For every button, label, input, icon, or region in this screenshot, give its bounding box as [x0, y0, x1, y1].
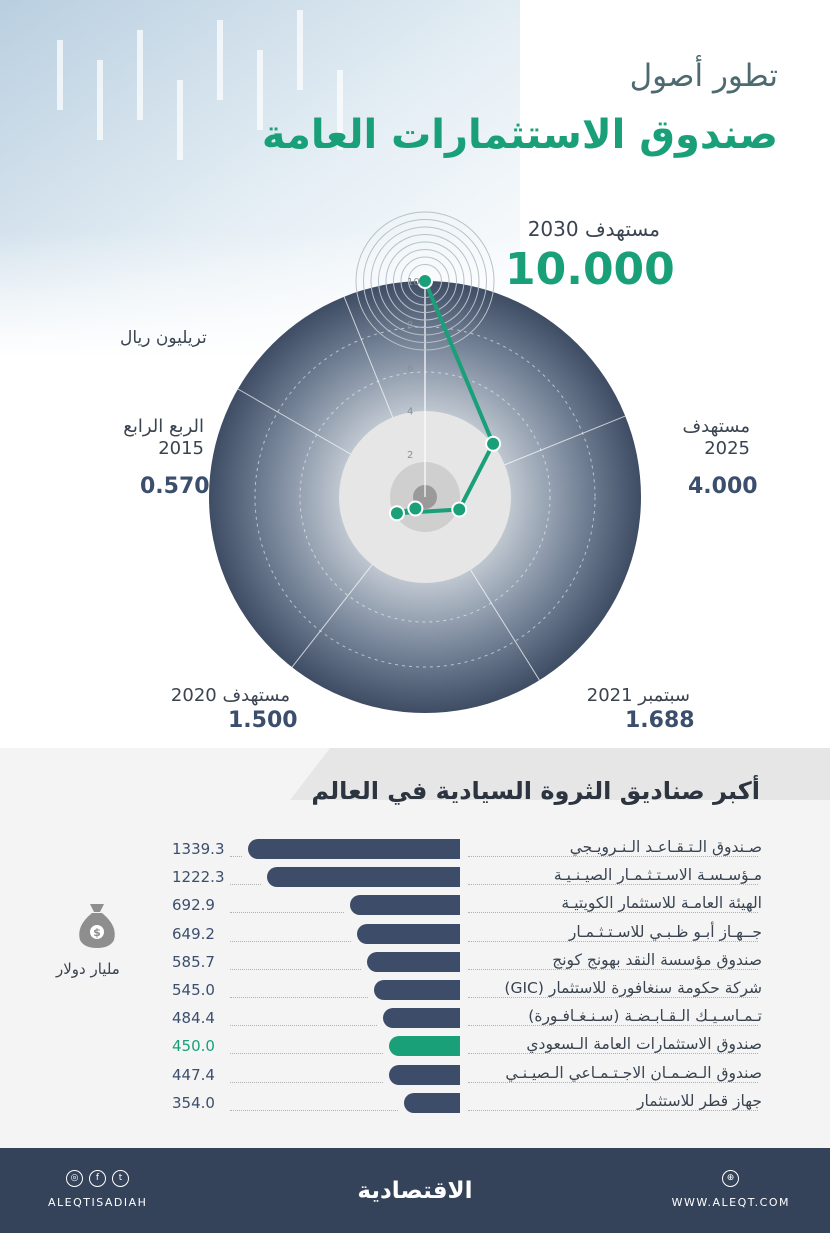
point-label-2025: مستهدف 2025 [682, 416, 750, 459]
point-label-2021: سبتمبر 2021 [586, 685, 690, 706]
point-value-2015: 0.570 [140, 474, 210, 499]
title-line-1: تطور أصول [629, 58, 778, 94]
radial-point-3 [486, 437, 500, 451]
bar-leader-right-5 [468, 997, 758, 998]
bar-label-4: صندوق مؤسسة النقد بهونج كونج [548, 951, 762, 969]
radial-tick-2: 2 [407, 449, 414, 461]
bar-value-0: 1339.3 [172, 840, 225, 858]
twitter-icon[interactable]: t [112, 1170, 129, 1187]
bar-value-9: 354.0 [172, 1093, 215, 1112]
bar-leader-left-2 [230, 912, 344, 913]
bar-leader-left-7 [230, 1053, 383, 1054]
radial-tick-6: 6 [407, 363, 414, 375]
bar-label-2: الهيئة العامـة للاستثمار الكويتيـة [557, 894, 762, 912]
bar-5 [374, 980, 460, 1000]
bar-leader-right-0 [468, 856, 758, 857]
bar-value-3: 649.2 [172, 924, 215, 943]
radial-tick-8: 8 [407, 320, 414, 332]
bar-leader-left-3 [230, 941, 351, 942]
point-value-2021: 1.688 [625, 708, 695, 733]
bar-value-8: 447.4 [172, 1065, 215, 1084]
sovereign-funds-section [0, 748, 830, 1148]
point-value-2025: 4.000 [688, 474, 758, 499]
bar-value-5: 545.0 [172, 981, 215, 999]
globe-icon: ⊕ [722, 1170, 739, 1187]
bar-label-0: صـندوق الـتـقـاعـد الـنـرويـجي [566, 838, 762, 856]
bar-leader-right-2 [468, 912, 758, 913]
bar-7 [389, 1036, 460, 1056]
bar-value-4: 585.7 [172, 952, 215, 971]
bar-0 [248, 839, 460, 859]
bar-6 [383, 1008, 460, 1028]
instagram-icon[interactable]: ◎ [66, 1170, 83, 1187]
bar-label-8: صندوق الـضـمـان الاجـتـمـاعي الـصيـنـي [501, 1064, 762, 1082]
point-value-2020: 1.500 [228, 708, 298, 733]
bar-value-6: 484.4 [172, 1009, 215, 1028]
bar-leader-left-6 [230, 1025, 377, 1026]
bar-leader-left-0 [230, 856, 242, 857]
radial-point-0 [408, 501, 422, 515]
svg-text:$: $ [93, 926, 101, 939]
point-value-2030: 10.000 [505, 244, 675, 295]
radial-tick-10: 10 [407, 277, 420, 288]
bar-chart-title: أكبر صناديق الثروة السيادية في العالم [311, 777, 760, 805]
bar-leader-left-8 [230, 1082, 383, 1083]
website-link[interactable]: WWW.ALEQT.COM [671, 1196, 790, 1209]
bar-label-6: تـمـاسـيـك الـقـابـضـة (سـنـغـافـورة) [524, 1007, 762, 1025]
bar-leader-left-4 [230, 969, 361, 970]
bar-9 [404, 1093, 460, 1113]
bar-4 [367, 952, 460, 972]
bar-1 [267, 867, 460, 887]
money-bag-icon [72, 898, 122, 950]
bar-leader-left-9 [230, 1110, 398, 1111]
point-label-2020: مستهدف 2020 [170, 685, 290, 706]
bar-3 [357, 924, 460, 944]
facebook-icon[interactable]: f [89, 1170, 106, 1187]
radial-unit-label: تريليون ريال [120, 328, 207, 348]
bar-leader-right-6 [468, 1025, 758, 1026]
social-handle[interactable]: ALEQTISADIAH [48, 1196, 148, 1209]
bar-2 [350, 895, 460, 915]
bar-value-7: 450.0 [172, 1037, 215, 1056]
radial-point-4 [418, 274, 432, 288]
bar-label-1: مـؤسـسـة الاسـتـثـمـار الصيـنـيـة [550, 866, 762, 884]
bar-label-7: صندوق الاستثمارات العامة الـسعودي [522, 1035, 762, 1053]
bar-unit-label: مليار دولار [56, 960, 120, 978]
bar-label-5: شركة حكومة سنغافورة للاستثمار (GIC) [500, 979, 762, 997]
bar-value-2: 692.9 [172, 896, 215, 915]
radial-point-1 [390, 506, 404, 520]
point-label-2030: مستهدف 2030 [527, 217, 660, 241]
radial-point-2 [452, 502, 466, 516]
bar-value-1: 1222.3 [172, 868, 225, 887]
bar-leader-right-1 [468, 884, 758, 885]
bar-leader-right-7 [468, 1053, 758, 1054]
point-label-2015: الربع الرابع 2015 [123, 416, 204, 459]
bar-label-9: جهاز قطر للاستثمار [633, 1092, 762, 1110]
bar-8 [389, 1065, 460, 1085]
title-line-2: صندوق الاستثمارات العامة [261, 112, 778, 158]
bar-label-3: جــهـاز أبـو ظـبـي للاسـتـثـمـار [565, 923, 762, 941]
brand-logo: الاقتصادية [357, 1178, 473, 1204]
radial-tick-4: 4 [407, 406, 414, 418]
bar-leader-left-1 [230, 884, 261, 885]
bar-leader-left-5 [230, 997, 368, 998]
